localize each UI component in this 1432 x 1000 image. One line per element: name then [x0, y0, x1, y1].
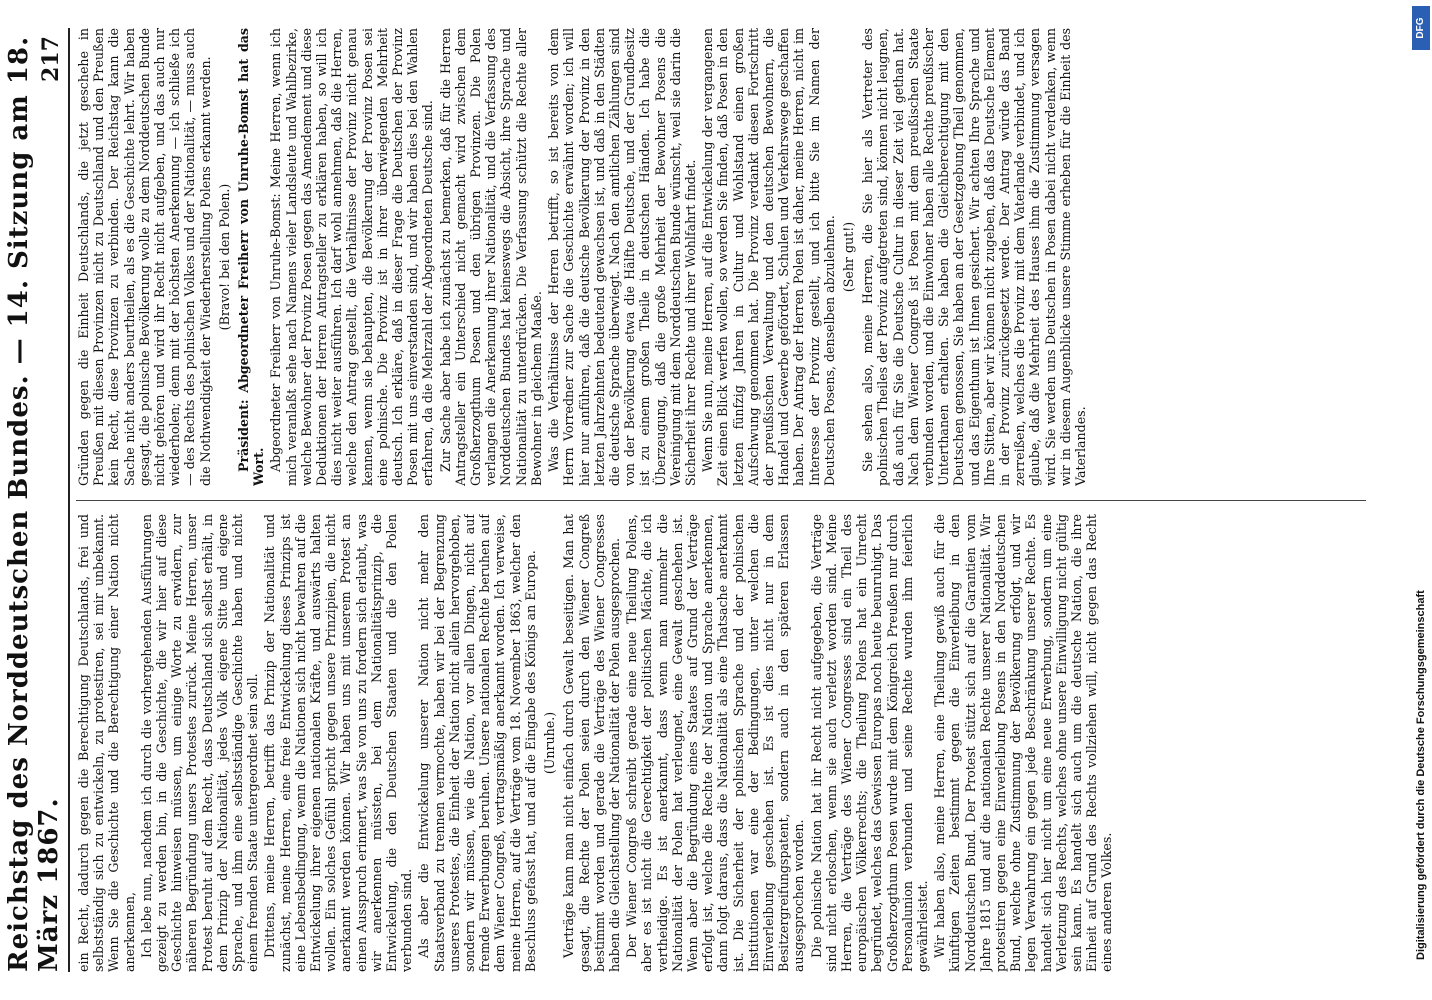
digitization-credit: [1412, 0, 1430, 1000]
speaker-paragraph: Präsident: Abgeordneter Freiherr von Unruhe-Bomst hat das Wort.: [236, 28, 267, 486]
right-column: [76, 28, 1382, 486]
paragraph: Drittens, meine Herren, betrifft das Prinzip der Nationalität und zunächst, meine Herren, eine freie Entwickelung dieses Prinzips ist eine Lebensbedingung, wenn die Nationen sich nicht bewahren auf die Entwickelung ihrer eigenen nationalen Kräfte, und auswärts halten wollen. Ein solches Gefühl spricht gegen unsere Prinzipien, die nicht anerkannt werden können. Wir haben uns mit unserem Protest an einen Ausspruch erinnert, was Sie von uns zu fordern sich erlaubt, was wir anerkennen müssten, bei dem Nationalitätsprinzip, die Entwickelung, die den Deutschen Staaten und die den Polen verbunden sind.: [262, 514, 415, 972]
paragraph: Was die Verhältnisse der Herren betrifft, so ist bereits von dem Herrn Vorredner zur Sache die Geschichte erwähnt worden; ich will hier nur anführen, daß die deutsche Bevölkerung der Provinz in den letzten Jahrzehnten bedeutend gewachsen ist, und daß in den Städten die deutsche Sprache überwiegt. Nach den amtlichen Zählungen sind von der Bevölkerung etwa die Hälfte Deutsche, und der Grundbesitz ist zu einem großen Theile in deutschen Händen. Ich habe die Überzeugung, daß die große Mehrheit der Bewohner Posens die Vereinigung mit dem Norddeutschen Bunde wünscht, weil sie darin die Sicherheit ihrer Rechte und ihrer Wohlfahrt findet.: [546, 28, 698, 486]
page-number: 217: [38, 36, 64, 82]
paragraph: Der Wiener Congreß schreibt gerade eine neue Theilung Polens, aber es ist nicht die Gerechtigkeit der politischen Mächte, die ich vertheidige. Es ist anerkannt, dass wenn man nunmehr die Nationalität der Polen hat verleugnet, eine Gewalt geschehen ist. Wenn aber die Begründung eines Staates auf Grund der Verträge erfolgt ist, welche die Rechte der Nation und Sprache anerkennen, dann folgt daraus, dass die Nationalität als eine Thatsache anerkannt ist. Die Sicherheit der polnischen Sprache und der polnischen Institutionen war eine der Bedingungen, unter welchen die Einverleibung geschehen ist. Es ist dies nicht nur in dem Besitzergreifungspatent, sondern auch in den späteren Erlassen ausgesprochen worden.: [624, 514, 807, 972]
paragraph: Verträge kann man nicht einfach durch Gewalt beseitigen. Man hat gesagt, die Rechte der Polen seien durch den Wiener Congreß bestimmt worden und gerade die Verträge des Wiener Congresses haben die Gleichstellung der Nationalität der Polen ausgesprochen.: [561, 514, 622, 972]
paragraph: Gründen gegen die Einheit Deutschlands, die jetzt geschehe in Preußen mit diesen Provinzen nicht zu Deutschland und den Preußen kein Recht, diese Provinzen zu verbinden. Der Reichstag kann die Sache nicht anders beurtheilen, als es die Geschichte lehrt. Wir haben gesagt, die polnische Bevölkerung wolle zu dem Norddeutschen Bunde nicht gehören und wird ihr Recht nicht aufgeben, und das auch nur wiederholen; denn mit der höchsten Anerkennung — ich schließe ich — des Rechts des polnischen Volkes und der Nationalität, — muss auch die Nothwendigkeit der Wiederherstellung Polens erkannt werden.: [76, 28, 213, 486]
paragraph: Die polnische Nation hat ihr Recht nicht aufgegeben, die Verträge sind nicht erloschen, wenn sie auch verletzt worden sind. Meine Herren, die Verträge des Wiener Congresses sind ein Theil des europäischen Völkerrechts; die Theilung Polens hat ein Unrecht begründet, welches das Gewissen Europas noch heute beunruhigt. Das Großherzogthum Posen wurde mit dem Königreich Preußen nur durch Personalunion verbunden und seine Rechte wurden ihm feierlich gewährleistet.: [808, 514, 930, 972]
interjection: (Sehr gut!): [840, 221, 856, 293]
dfg-logo-text: DFG: [1415, 17, 1426, 39]
paragraph: ein Recht, dadurch gegen die Berechtigung Deutschlands, frei und selbstständig sich zu entwickeln, zu protestiren, sei mir unbekannt. Wenn Sie die Geschichte und die Berechtigung einer Nation nicht anerkennen,: [76, 514, 137, 972]
column-divider: [76, 500, 1366, 501]
left-column: [76, 514, 1382, 972]
interjection: (Unruhe.): [542, 711, 558, 775]
running-head: Reichstag des Norddeutschen Bundes. — 14. Sitzung am 18. März 1867.: [4, 35, 64, 972]
page-header: [4, 28, 70, 972]
credit-text: Digitalisierung gefördert durch die Deutsche Forschungsgemeinschaft: [1415, 590, 1427, 960]
paragraph: Ich lebe nun, nachdem ich durch die vorhergehenden Ausführungen gezeigt zu werden bin, in die Geschichte, die wir hier auf diese Geschichte hinweisen müssen, um einige Worte zu erwidern, zur näheren Begründung unsers Protestes zurück. Meine Herren, unser Protest beruht auf dem Recht, dass Deutschland sich selbst erhält, in dem Prinzip der Nationalität, jedes Volk eigene Sitte und eigene Sprache, und ihm eine selbstständige Geschichte haben und nicht einem fremden Staate untergeordnet sein soll.: [138, 514, 261, 972]
paragraph: Sie sehen also, meine Herren, die Sie hier als Vertreter des polnischen Theiles der Provinz aufgetreten sind, können nicht leugnen, daß auch für Sie die Deutsche Cultur in dieser Zeit viel gethan hat. Nach dem Wiener Congreß ist Posen mit dem preußischen Staate verbunden worden, und die Einwohner haben alle Rechte preußischer Unterthanen erhalten. Sie haben die Gleichberechtigung mit den Deutschen genossen, Sie haben an der Gesetzgebung Theil genommen, und das Eigenthum ist Ihnen gesichert. Wir achten Ihre Sprache und Ihre Sitten, aber wir können nicht zugeben, daß das Deutsche Element in der Provinz zurückgesetzt werde. Der Antrag würde das Band zerreißen, welches die Provinz mit dem Vaterlande verbindet, und ich glaube, daß die Mehrheit des Hauses ihm die Zustimmung versagen wird. Sie werden uns Deutschen in Posen dabei nicht verdenken, wenn wir in diesem Augenblicke unsere Stimme erheben für die Einheit des Vaterlandes.: [860, 28, 1088, 486]
paragraph: Wir haben also, meine Herren, eine Theilung gewiß auch für die künftigen Zeiten bestimmt gegen die Einverleibung in den Norddeutschen Bund. Der Protest stützt sich auf die Garantien vom Jahre 1815 und auf die nationalen Rechte unserer Nationalität. Wir protestiren gegen eine Einverleibung Posens in den Norddeutschen Bund, welche ohne Zustimmung der Bevölkerung erfolgt, und wir legen Verwahrung ein gegen jede Beschränkung unserer Rechte. Es handelt sich hier nicht um eine neue Erwerbung, sondern um eine Verletzung des Rechts, welches ohne unsere Einwilligung nicht gültig sein kann. Es handelt sich auch um die deutsche Nation, die ihre Einheit auf Grund des Rechts vollziehen will, nicht gegen das Recht eines anderen Volkes.: [932, 514, 1115, 972]
interjection: (Bravo! bei den Polen.): [216, 183, 232, 331]
paragraph: Abgeordneter Freiherr von Unruhe-Bomst: Meine Herren, wenn ich mich veranlaßt sehe nach Namens vieler Landsleute und Wahlbezirke, welche Bewohner der Provinz Posen gegen das Amendement und diese Deduktionen der Herren Antragsteller zu erklären haben, so will ich dies nicht weiter ausführen. Ich darf wohl annehmen, daß die Herren, welche den Antrag gestellt, die Verhältnisse der Provinz nicht genau kennen, wenn sie behaupten, die Bevölkerung der Provinz Posen sei eine polnische. Die Provinz ist in ihrer überwiegenden Mehrheit deutsch. Ich erkläre, daß in dieser Frage die Deutschen der Provinz Posen mit uns einverstanden sind, und wir haben dies bei den Wahlen erfahren, da die Mehrzahl der Abgeordneten Deutsche sind.: [268, 28, 436, 486]
dfg-logo: [1412, 6, 1430, 50]
paragraph: Als aber die Entwickelung unserer Nation nicht mehr den Staatsverband zu trennen vermochte, haben wir bei der Begrenzung unseres Protestes, die Einheit der Nation nicht allein hervorgehoben, sondern wir müssen, wie die Nation, vor allen Dingen, nicht auf fremde Erwerbungen beruhen. Unsere nationalen Rechte beruhen auf dem Wiener Congreß, vertragsmäßig anerkannt worden. Ich verweise, meine Herren, auf die Verträge vom 18. November 1863, welcher den Beschluss gefasst hat, und auf die Eingabe des Königs an Europa.: [416, 514, 538, 972]
paragraph: Zur Sache aber habe ich zunächst zu bemerken, daß für die Herren Antragsteller ein Unterschied nicht gemacht wird zwischen dem Großherzogthum Posen und den übrigen Provinzen. Die Polen verlangen die Anerkennung ihrer Nationalität, und die Verfassung des Norddeutschen Bundes hat keineswegs die Absicht, ihre Sprache und Nationalität zu unterdrücken. Die Verfassung schützt die Rechte aller Bewohner in gleichem Maaße.: [437, 28, 544, 486]
paragraph: Wenn Sie nun, meine Herren, auf die Entwickelung der vergangenen Zeit einen Blick werfen wollen, so werden Sie finden, daß Posen in den letzten fünfzig Jahren in Cultur und Wohlstand einen großen Aufschwung genommen hat. Die Provinz verdankt diesen Fortschritt der preußischen Verwaltung und den deutschen Bewohnern, die Handel und Gewerbe gefördert, Schulen und Verkehrswege geschaffen haben. Der Antrag der Herren Polen ist daher, meine Herren, nicht im Interesse der Provinz gestellt, und ich bitte Sie im Namen der Deutschen Posens, denselben abzulehnen.: [700, 28, 837, 486]
